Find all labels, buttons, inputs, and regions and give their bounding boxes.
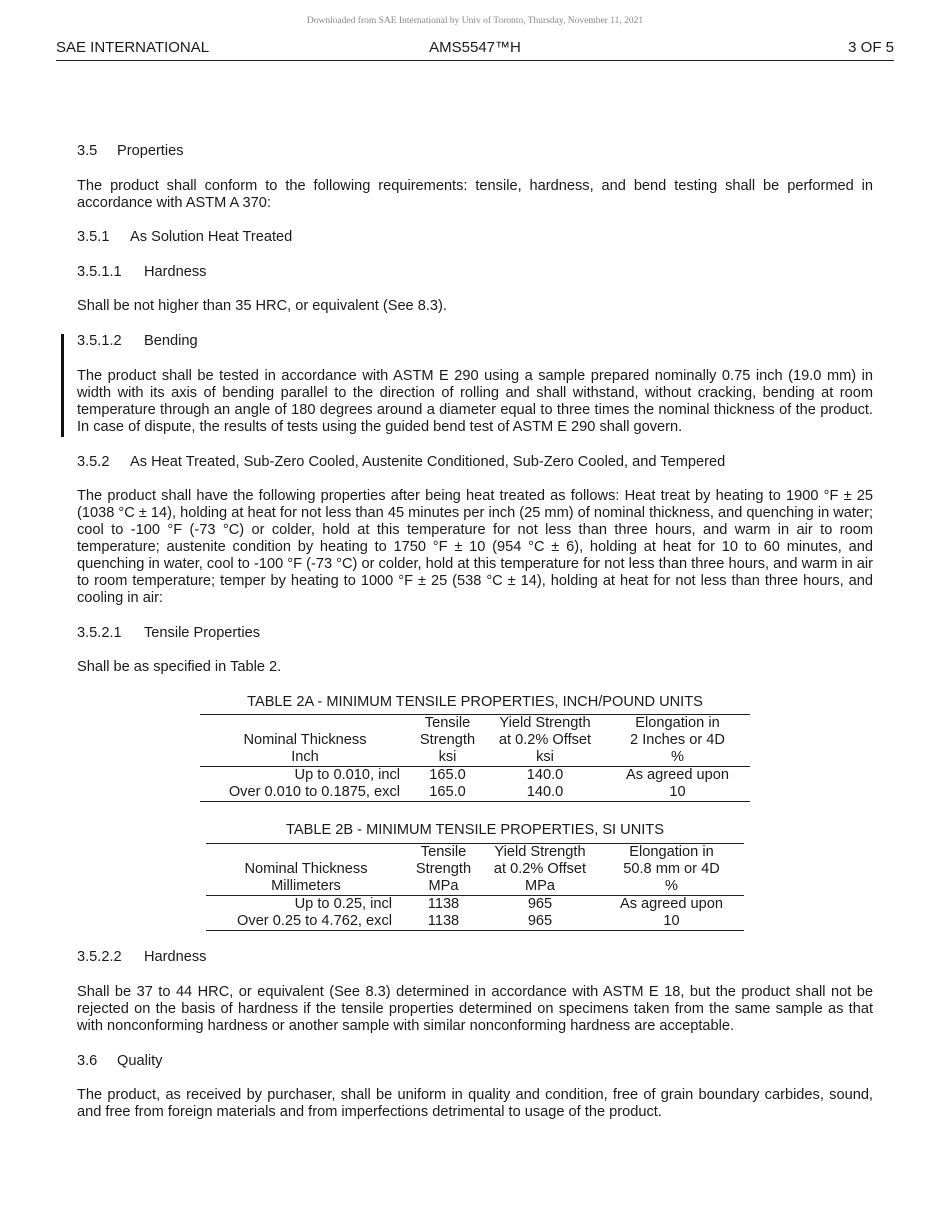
header-doc-number: AMS5547™H — [429, 39, 521, 56]
table-header-row — [200, 715, 750, 767]
header-page-number: 3 OF 5 — [848, 39, 894, 56]
table-2a-caption: TABLE 2A - MINIMUM TENSILE PROPERTIES, INCH/POUND UNITS — [247, 694, 703, 710]
table-row: Over 0.25 to 4.762, excl 1138 965 10 — [206, 913, 744, 931]
section-3-5-1-1-heading: 3.5.1.1 Hardness — [77, 264, 207, 280]
table-header-row — [206, 844, 744, 896]
section-3-5-2-1-heading: 3.5.2.1 Tensile Properties — [77, 625, 260, 641]
col-header-thickness: Nominal Thickness Inch — [243, 732, 367, 765]
table-2a — [200, 714, 750, 802]
section-3-5-2-2-heading: 3.5.2.2 Hardness — [77, 949, 207, 965]
section-3-5-1-2-heading: 3.5.1.2 Bending — [77, 333, 198, 349]
col-header-yield: Yield Strength at 0.2% Offset MPa — [493, 844, 587, 894]
page-header — [56, 39, 894, 61]
header-org: SAE INTERNATIONAL — [56, 39, 210, 56]
table-row: Up to 0.25, incl 1138 965 As agreed upon — [294, 896, 724, 912]
section-3-5-1-heading: 3.5.1 As Solution Heat Treated — [77, 229, 293, 245]
section-3-6-heading: 3.6 Quality — [77, 1053, 163, 1069]
table-2b — [206, 843, 744, 931]
col-header-yield: Yield Strength at 0.2% Offset ksi — [498, 715, 592, 765]
table-row: Up to 0.010, incl 165.0 140.0 As agreed upon — [294, 767, 730, 783]
section-3-5-1-1-text: Shall be not higher than 35 HRC, or equivalent (See 8.3). — [77, 298, 447, 314]
section-3-5-1-2-text: The product shall be tested in accordance with ASTM E 290 using a sample prepared nominally 0.75 inch (19.0 mm) in width with its axis of bending parallel to the direction of rolling and shall withstand, without cracking, bending at room temperature through an angle of 180 degrees around a diameter equal to three times the nominal thickness of the product. In case of dispute, the results of tests using the guided bend test of ASTM E 290 shall govern. — [77, 368, 873, 435]
section-3-5-2-heading: 3.5.2 As Heat Treated, Sub-Zero Cooled, Austenite Conditioned, Sub-Zero Cooled, and Tempered — [77, 454, 726, 470]
section-3-5-2-1-text: Shall be as specified in Table 2. — [77, 659, 282, 675]
section-3-6-text: The product, as received by purchaser, shall be uniform in quality and condition, free of grain boundary carbides, sound, and free from foreign materials and from imperfections detrimental to usage of the product. — [77, 1087, 873, 1120]
col-header-tensile: Tensile Strength ksi — [419, 715, 476, 765]
section-3-5-text: The product shall conform to the following requirements: tensile, hardness, and bend testing shall be performed in accordance with ASTM A 370: — [77, 178, 873, 211]
section-3-5-heading: 3.5 Properties — [77, 143, 184, 159]
table-2b-caption: TABLE 2B - MINIMUM TENSILE PROPERTIES, SI UNITS — [286, 822, 664, 838]
col-header-elongation: Elongation in 50.8 mm or 4D % — [623, 844, 720, 894]
download-watermark: Downloaded from SAE International by Univ of Toronto, Thursday, November 11, 2021 — [306, 16, 644, 26]
table-row: Over 0.010 to 0.1875, excl 165.0 140.0 10 — [200, 784, 750, 802]
section-3-5-2-text: The product shall have the following properties after being heat treated as follows: Heat treat by heating to 1900 °F ± 25 (1038 °C ± 14), holding at heat for not less than 45 minutes per inch (25 mm) of nominal thickness, and quenching in water; cool to -100 °F (-73 °C) or colder, hold at this temperature for not less than three hours, and warm in air to room temperature; austenite condition by heating to 1750 °F ± 10 (954 °C ± 6), holding at heat for 10 to 60 minutes, and quenching in water, cool to -100 °F (-73 °C) or colder, hold at this temperature for not less than three hours, and warm in air to room temperature; temper by heating to 1000 °F ± 25 (538 °C ± 14), holding at heat for not less than three hours, and cooling in air: — [77, 488, 873, 606]
col-header-elongation: Elongation in 2 Inches or 4D % — [630, 715, 725, 765]
col-header-tensile: Tensile Strength MPa — [415, 844, 472, 894]
revision-change-bar — [61, 334, 64, 437]
section-3-5-2-2-text: Shall be 37 to 44 HRC, or equivalent (See 8.3) determined in accordance with ASTM E 18, but the product shall not be rejected on the basis of hardness if the tensile properties determined on specimens taken from the same sample as that with nonconforming hardness or another sample with similar nonconforming hardness are acceptable. — [77, 984, 873, 1034]
col-header-thickness: Nominal Thickness Millimeters — [244, 861, 368, 894]
